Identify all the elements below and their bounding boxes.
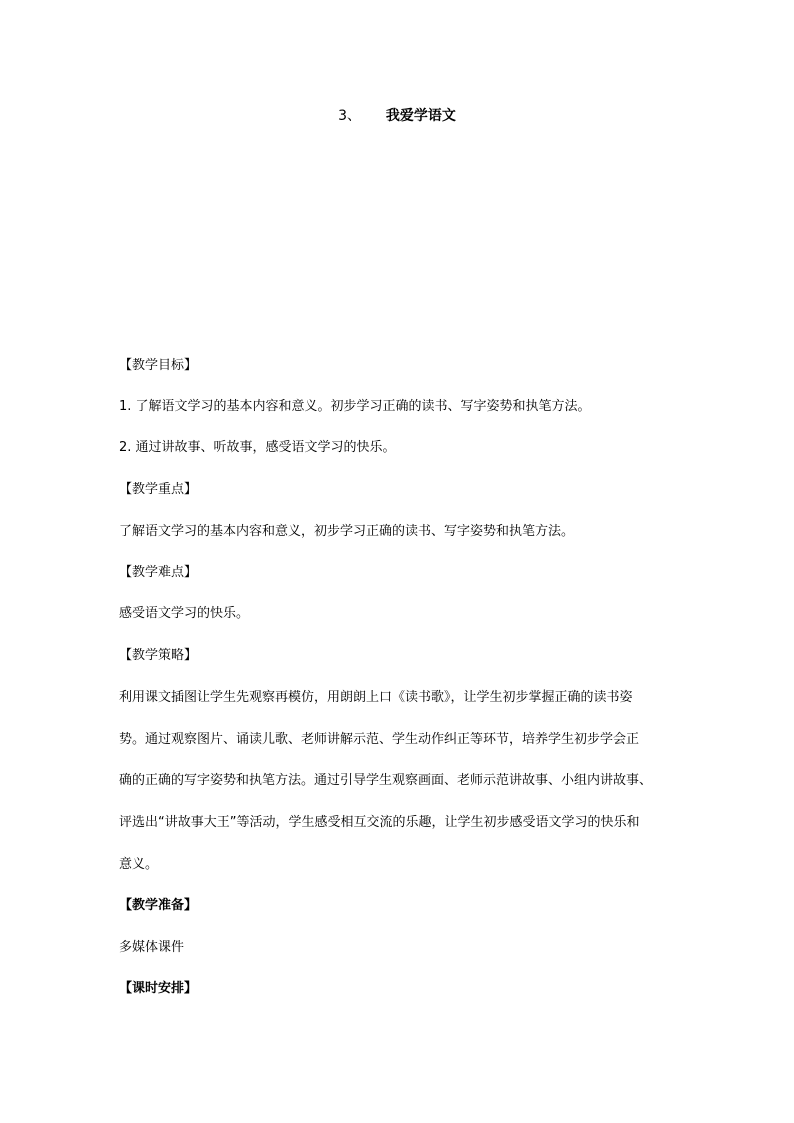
objectives-heading: 【教学目标】 — [119, 358, 198, 373]
lesson-number: 3、 — [338, 108, 362, 124]
preparation-text: 多媒体课件 — [119, 940, 185, 955]
key-points-text: 了解语文学习的基本内容和意义，初步学习正确的读书、写字姿势和执笔方法。 — [119, 524, 575, 539]
strategy-line: 意义。 — [119, 857, 159, 872]
strategy-heading: 【教学策略】 — [119, 648, 198, 663]
objective-item-1: 1. 了解语文学习的基本内容和意义。初步学习正确的读书、写字姿势和执笔方法。 — [119, 399, 591, 414]
strategy-line: 评选出“讲故事大王”等活动，学生感受相互交流的乐趣，让学生初步感受语文学习的快乐和 — [119, 815, 640, 830]
lesson-title — [0, 106, 794, 126]
lesson-title-text: 我爱学语文 — [385, 108, 456, 124]
strategy-line: 利用课文插图让学生先观察再模仿，用朗朗上口《读书歌》，让学生初步掌握正确的读书姿 — [119, 690, 633, 705]
strategy-line: 势。通过观察图片、诵读儿歌、老师讲解示范、学生动作纠正等环节，培养学生初步学会正 — [119, 732, 640, 747]
schedule-heading: 【课时安排】 — [119, 981, 198, 996]
difficulty-text: 感受语文学习的快乐。 — [119, 606, 250, 621]
strategy-line: 确的正确的写字姿势和执笔方法。通过引导学生观察画面、老师示范讲故事、小组内讲故事、 — [119, 773, 653, 788]
objective-item-2: 2. 通过讲故事、听故事，感受语文学习的快乐。 — [119, 440, 396, 455]
key-points-heading: 【教学重点】 — [119, 482, 198, 497]
preparation-heading: 【教学准备】 — [119, 898, 198, 913]
difficulty-heading: 【教学难点】 — [119, 565, 198, 580]
